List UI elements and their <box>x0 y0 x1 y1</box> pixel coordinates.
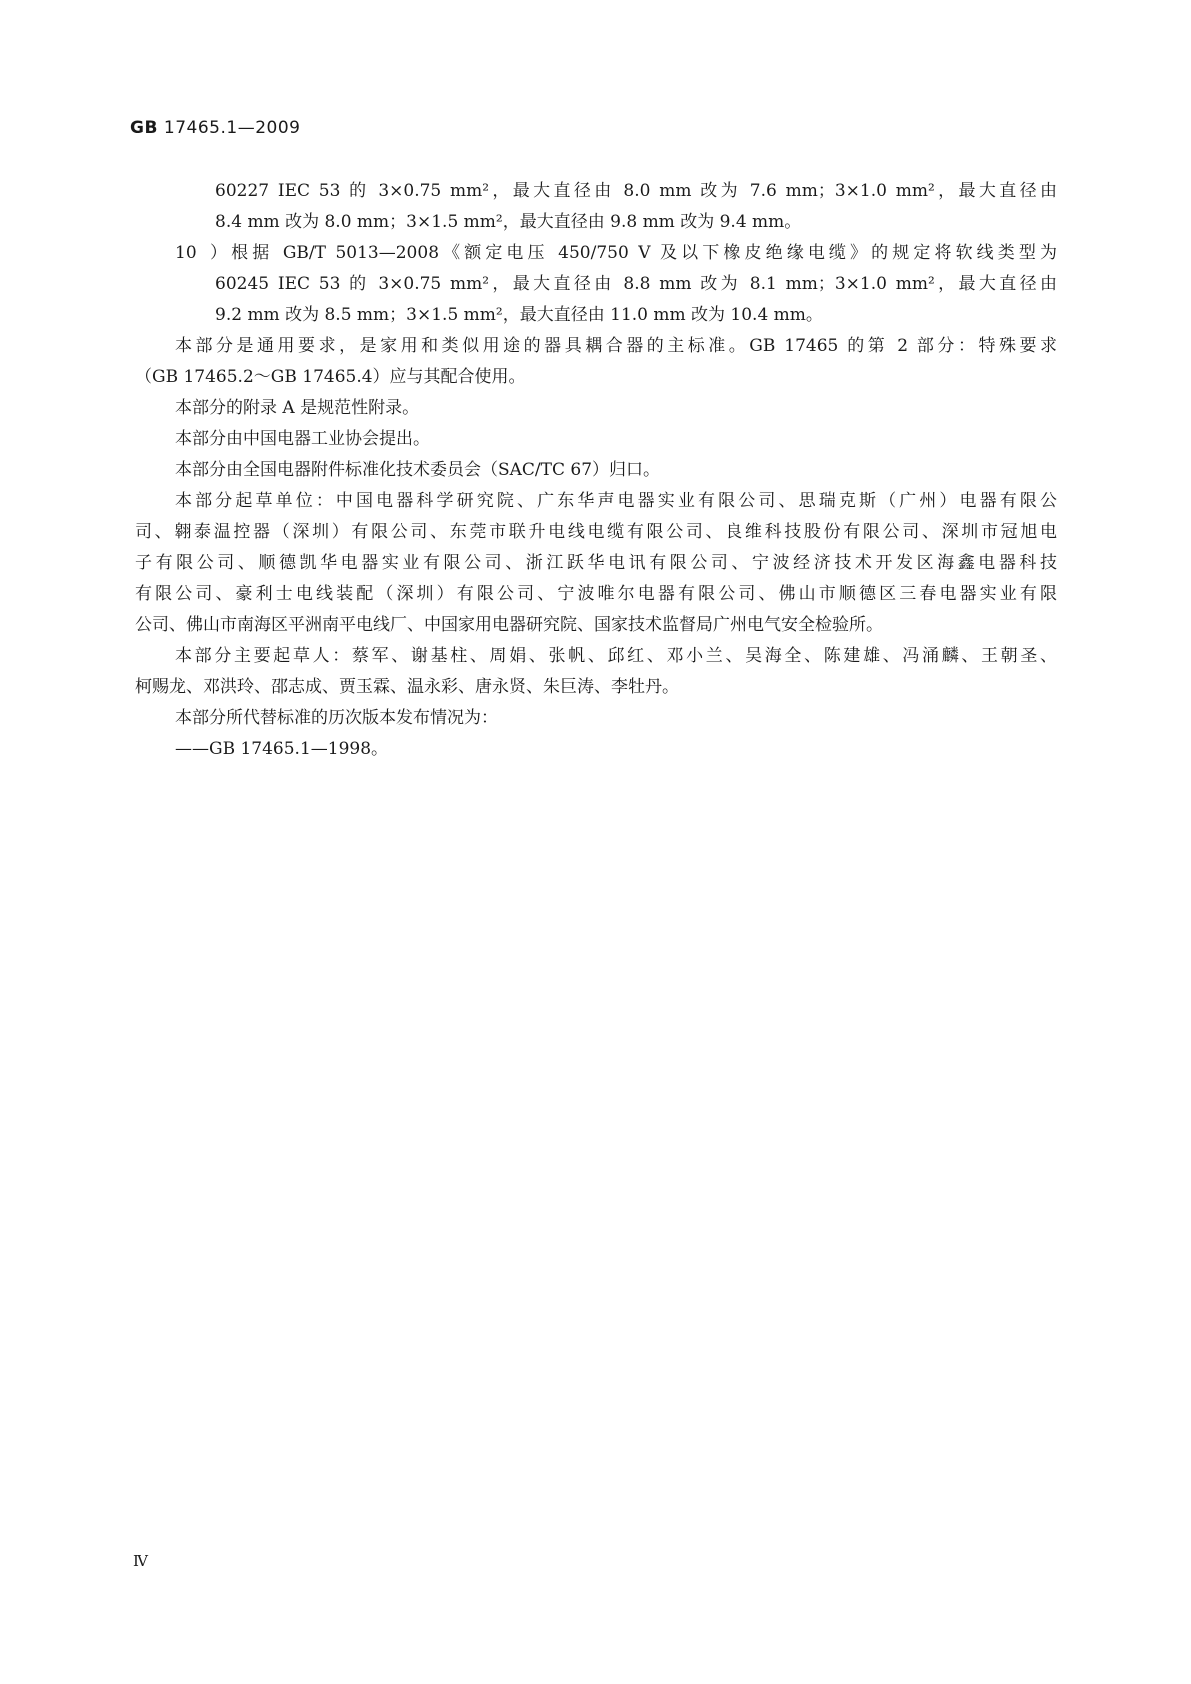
paragraph-line: 本部分主要起草人：蔡军、谢基柱、周娟、张帆、邱红、邓小兰、吴海全、陈建雄、冯涌麟、王朝圣、 <box>175 646 1057 666</box>
item9-line: 60227 IEC 53 的 3×0.75 mm²，最大直径由 8.0 mm 改为 7.6 mm；3×1.0 mm²，最大直径由 <box>215 181 1057 201</box>
page-number: Ⅳ <box>133 1552 148 1570</box>
paragraph-line: 柯赐龙、邓洪玲、邵志成、贾玉霖、温永彩、唐永贤、朱巨涛、李牡丹。 <box>135 677 679 697</box>
paragraph-line: 司、翱泰温控器（深圳）有限公司、东莞市联升电线电缆有限公司、良维科技股份有限公司、深圳市冠旭电 <box>135 522 1057 542</box>
standard-prefix: GB <box>130 118 158 138</box>
paragraph-line: 本部分是通用要求，是家用和类似用途的器具耦合器的主标准。GB 17465 的第 2 部分：特殊要求 <box>175 336 1057 356</box>
paragraph-line: （GB 17465.2～GB 17465.4）应与其配合使用。 <box>135 367 526 387</box>
standard-header <box>130 118 301 138</box>
paragraph-history-intro: 本部分所代替标准的历次版本发布情况为： <box>175 708 498 728</box>
item10-line <box>175 238 1057 269</box>
standard-number: 17465.1—2009 <box>163 118 301 138</box>
paragraph-line: 本部分起草单位：中国电器科学研究院、广东华声电器实业有限公司、思瑞克斯（广州）电器有限公 <box>175 491 1057 511</box>
item10-line: 60245 IEC 53 的 3×0.75 mm²，最大直径由 8.8 mm 改为 8.1 mm；3×1.0 mm²，最大直径由 <box>215 274 1057 294</box>
foreword-body <box>135 176 1057 765</box>
paragraph-annex: 本部分的附录 A 是规范性附录。 <box>175 398 420 418</box>
paragraph-line: 公司、佛山市南海区平洲南平电线厂、中国家用电器研究院、国家技术监督局广州电气安全检验所。 <box>135 615 883 635</box>
item10-text: 根据 GB/T 5013—2008《额定电压 450/750 V 及以下橡皮绝缘电缆》的规定将软线类型为 <box>227 243 1057 263</box>
item10-line: 9.2 mm 改为 8.5 mm；3×1.5 mm²，最大直径由 11.0 mm 改为 10.4 mm。 <box>215 305 823 325</box>
paragraph-centralized: 本部分由全国电器附件标准化技术委员会（SAC/TC 67）归口。 <box>175 460 661 480</box>
paragraph-history-item: ——GB 17465.1—1998。 <box>175 739 389 759</box>
paragraph-line: 子有限公司、顺德凯华电器实业有限公司、浙江跃华电讯有限公司、宁波经济技术开发区海鑫电器科技 <box>135 553 1057 573</box>
item9-line: 8.4 mm 改为 8.0 mm；3×1.5 mm²，最大直径由 9.8 mm 改为 9.4 mm。 <box>215 212 802 232</box>
paragraph-line: 有限公司、豪利士电线装配（深圳）有限公司、宁波唯尔电器有限公司、佛山市顺德区三春电器实业有限 <box>135 584 1057 604</box>
item10-number: 10） <box>175 243 227 263</box>
paragraph-proposed: 本部分由中国电器工业协会提出。 <box>175 429 430 449</box>
